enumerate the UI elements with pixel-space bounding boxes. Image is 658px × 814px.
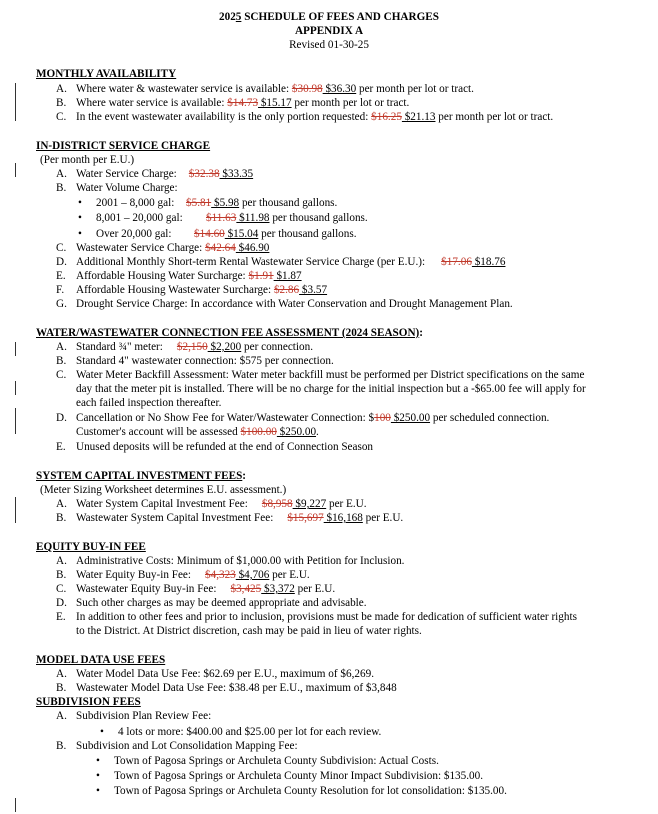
volume-tier-3: • Over 20,000 gal: $14.60 $15.04 per thousand gallons. — [78, 228, 357, 240]
connection-item-d: D. Cancellation or No Show Fee for Water/Wastewater Connection: $100 $250.00 per scheduled connection. — [56, 412, 550, 424]
equity-item-a: A. Administrative Costs: Minimum of $1,000.00 with Petition for Inclusion. — [56, 555, 405, 567]
model-item-b: B. Wastewater Model Data Use Fee: $38.48 per E.U., maximum of $3,848 — [56, 682, 397, 694]
equity-item-e-line2: to the District. At District discretion, cash may be paid in lieu of water rights. — [76, 625, 422, 637]
revision-bar — [15, 497, 16, 523]
subdivision-a-bullet-1: • 4 lots or more: $400.00 and $25.00 per lot for each review. — [100, 726, 382, 738]
volume-tier-2: • 8,001 – 20,000 gal: $11.63 $11.98 per thousand gallons. — [78, 212, 368, 224]
revision-bar — [15, 163, 16, 177]
equity-item-d: D. Such other charges as may be deemed appropriate and advisable. — [56, 597, 367, 609]
appendix-label: APPENDIX A — [294, 25, 364, 37]
document-title: 2025 SCHEDULE OF FEES AND CHARGES — [219, 11, 439, 23]
subdivision-b-bullet-2: • Town of Pagosa Springs or Archuleta County Minor Impact Subdivision: $135.00. — [96, 770, 484, 782]
subdivision-item-b: B. Subdivision and Lot Consolidation Mapping Fee: — [56, 740, 298, 752]
in-district-heading: IN-DISTRICT SERVICE CHARGE — [36, 140, 211, 152]
connection-item-b: B. Standard 4" wastewater connection: $575 per connection. — [56, 355, 334, 367]
in-district-item-a: A. Water Service Charge: $32.38 $33.35 — [56, 168, 254, 180]
connection-item-c: C. Water Meter Backfill Assessment: Water meter backfill must be performed per District specifications on the same — [56, 369, 585, 381]
connection-item-c-line2: day that the meter pit is installed. There will be no charge for the initial inspection but a -$65.00 fee will apply for — [76, 383, 586, 395]
equity-item-e: E. In addition to other fees and prior to inclusion, provisions must be made for dedication of sufficient water rights — [56, 611, 577, 623]
subdivision-b-bullet-1: • Town of Pagosa Springs or Archuleta County Subdivision: Actual Costs. — [96, 755, 439, 767]
capital-item-b: B. Wastewater System Capital Investment Fee: $15,697 $16,168 per E.U. — [56, 512, 404, 524]
in-district-item-g: G. Drought Service Charge: In accordance with Water Conservation and Drought Management Plan. — [56, 298, 513, 310]
monthly-item-c: C. In the event wastewater availability is the only portion requested: $16.25 $21.13 per month per lot or tract. — [56, 111, 554, 123]
capital-item-a: A. Water System Capital Investment Fee: $8,958 $9,227 per E.U. — [56, 498, 367, 510]
in-district-subtitle: (Per month per E.U.) — [40, 154, 135, 166]
connection-fee-heading: WATER/WASTEWATER CONNECTION FEE ASSESSMENT (2024 SEASON): — [36, 327, 423, 339]
model-item-a: A. Water Model Data Use Fee: $62.69 per E.U., maximum of $6,269. — [56, 668, 374, 680]
in-district-item-f: F. Affordable Housing Wastewater Surcharge: $2.86 $3.57 — [56, 284, 328, 296]
subdivision-heading: SUBDIVISION FEES — [36, 696, 141, 708]
in-district-item-e: E. Affordable Housing Water Surcharge: $1.91 $1.87 — [56, 270, 302, 282]
connection-item-a: A. Standard ¾" meter: $2,150 $2,200 per connection. — [56, 341, 313, 353]
model-data-heading: MODEL DATA USE FEES — [36, 654, 166, 666]
equity-item-c: C. Wastewater Equity Buy-in Fee: $3,425 $3,372 per E.U. — [56, 583, 336, 595]
volume-tier-1: • 2001 – 8,000 gal: $5.81 $5.98 per thousand gallons. — [78, 197, 338, 209]
revision-bar — [15, 381, 16, 395]
subdivision-item-a: A. Subdivision Plan Review Fee: — [56, 710, 212, 722]
monthly-availability-heading: MONTHLY AVAILABILITY — [36, 68, 177, 80]
equity-item-b: B. Water Equity Buy-in Fee: $4,323 $4,706 per E.U. — [56, 569, 310, 581]
connection-item-d-line2: Customer's account will be assessed $100.00 $250.00. — [76, 426, 319, 438]
subdivision-b-bullet-3: • Town of Pagosa Springs or Archuleta County Resolution for lot consolidation: $135.00. — [96, 785, 507, 797]
in-district-item-c: C. Wastewater Service Charge: $42.64 $46.90 — [56, 242, 270, 254]
monthly-item-b: B. Where water service is available: $14.73 $15.17 per month per lot or tract. — [56, 97, 410, 109]
capital-investment-heading: SYSTEM CAPITAL INVESTMENT FEES: — [36, 470, 247, 482]
connection-item-c-line3: each failed inspection thereafter. — [76, 397, 222, 409]
revision-bar — [15, 408, 16, 434]
in-district-item-b: B. Water Volume Charge: — [56, 182, 178, 194]
revised-date: Revised 01-30-25 — [289, 39, 369, 51]
revision-bar — [15, 83, 16, 121]
monthly-item-a: A. Where water & wastewater service is available: $30.98 $36.30 per month per lot or tract. — [56, 83, 474, 95]
equity-buy-in-heading: EQUITY BUY-IN FEE — [36, 541, 146, 553]
revision-bar — [15, 798, 16, 812]
revision-bar — [15, 342, 16, 356]
in-district-item-d: D. Additional Monthly Short-term Rental Wastewater Service Charge (per E.U.): $17.06 $18.76 — [56, 256, 506, 268]
connection-item-e: E. Unused deposits will be refunded at the end of Connection Season — [56, 441, 374, 453]
capital-subtitle: (Meter Sizing Worksheet determines E.U. assessment.) — [40, 484, 287, 496]
